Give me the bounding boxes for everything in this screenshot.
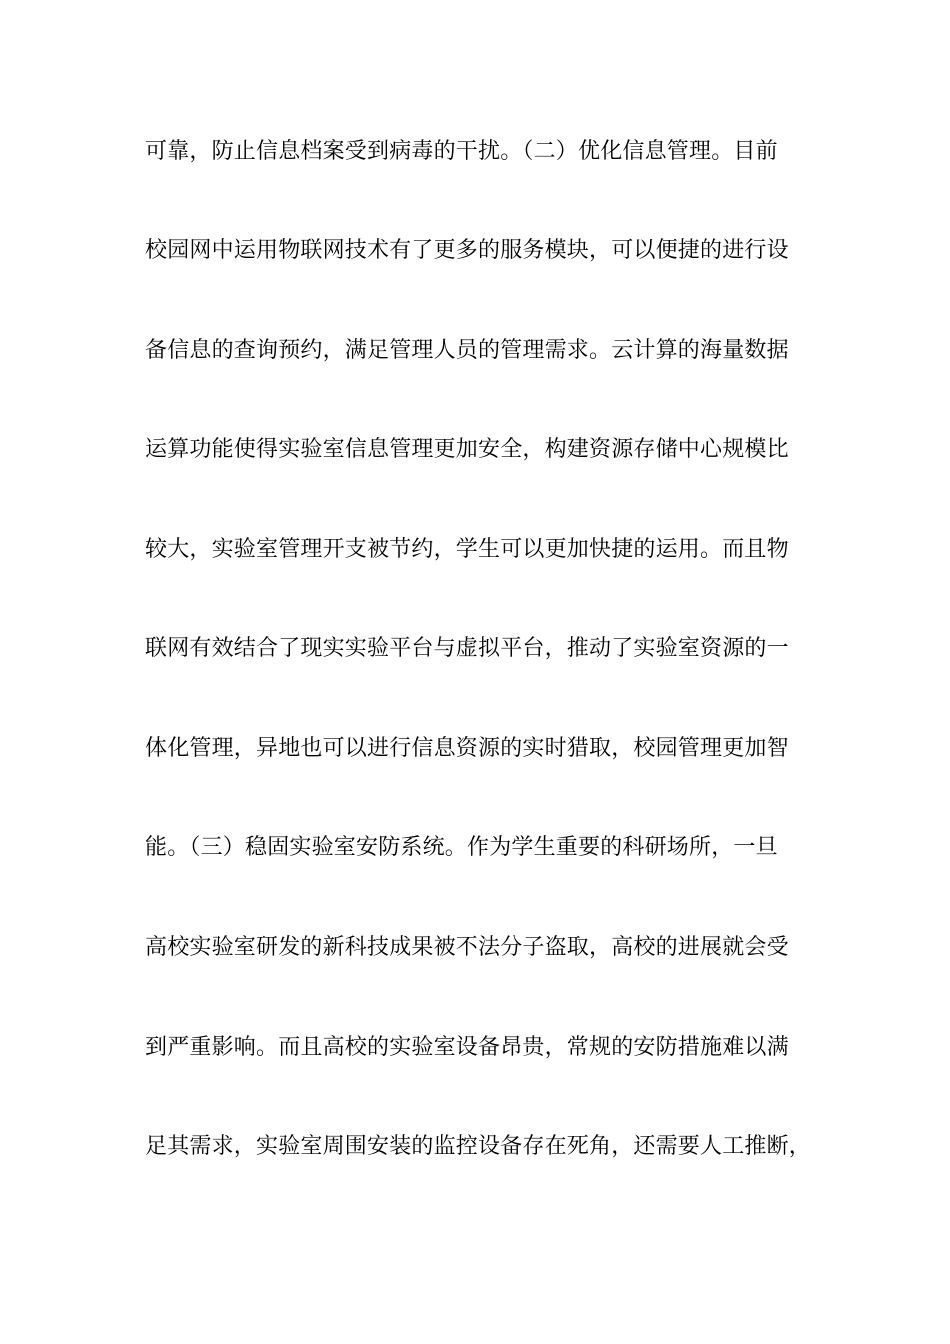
body-text-line: 可靠，防止信息档案受到病毒的干扰。（二）优化信息管理。目前: [145, 139, 778, 164]
body-text-line: 能。（三）稳固实验室安防系统。作为学生重要的科研场所，一旦: [145, 835, 778, 860]
body-text-line: 足其需求，实验室周围安装的监控设备存在死角，还需要人工推断，: [145, 1134, 812, 1159]
body-text-line: 体化管理，异地也可以进行信息资源的实时猎取，校园管理更加智: [145, 736, 789, 761]
body-text-line: 运算功能使得实验室信息管理更加安全，构建资源存储中心规模比: [145, 437, 789, 462]
body-text-line: 较大，实验室管理开支被节约，学生可以更加快捷的运用。而且物: [145, 537, 789, 562]
body-text-line: 联网有效结合了现实实验平台与虚拟平台，推动了实验室资源的一: [145, 636, 789, 661]
body-text-line: 高校实验室研发的新科技成果被不法分子盗取，高校的进展就会受: [145, 935, 789, 960]
body-text-line: 校园网中运用物联网技术有了更多的服务模块，可以便捷的进行设: [145, 238, 789, 263]
body-text-line: 到严重影响。而且高校的实验室设备昂贵，常规的安防措施难以满: [145, 1035, 789, 1060]
body-text-line: 备信息的查询预约，满足管理人员的管理需求。云计算的海量数据: [145, 338, 789, 363]
